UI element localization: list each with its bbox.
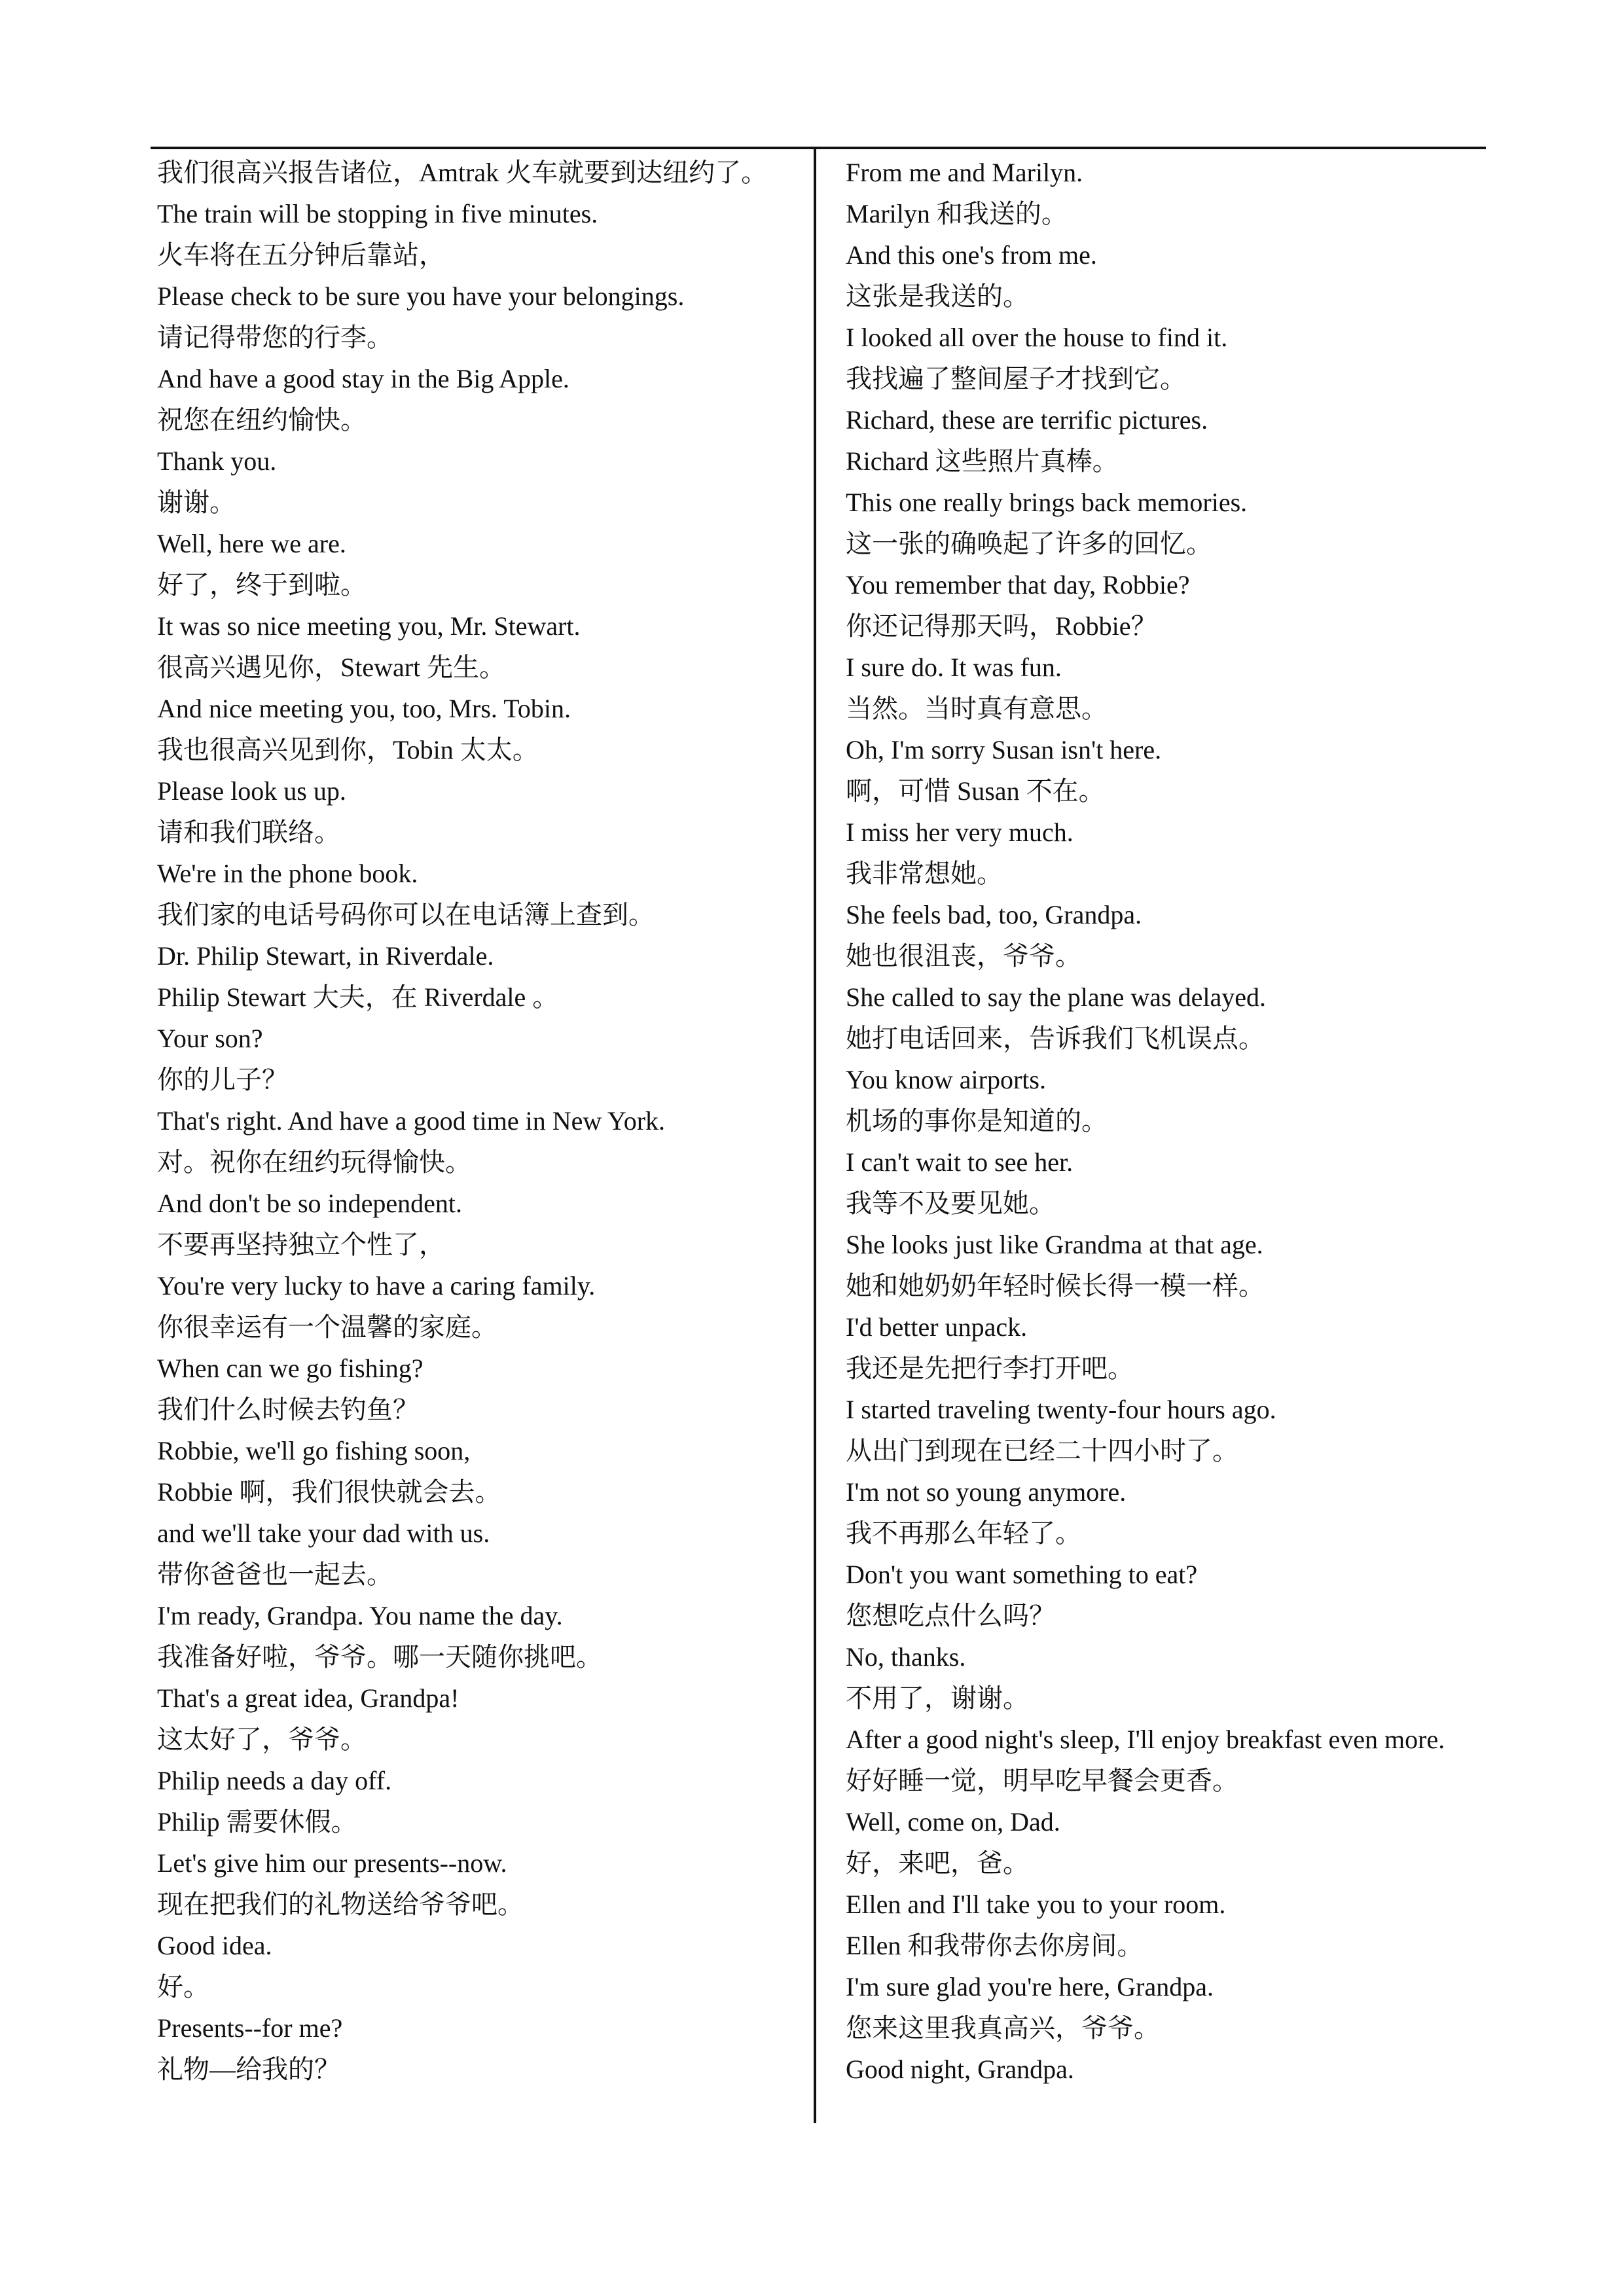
dialogue-line: 我们什么时候去钓鱼？ xyxy=(157,1395,419,1424)
dialogue-line: 好了，终于到啦。 xyxy=(157,570,367,600)
dialogue-line: 你很幸运有一个温馨的家庭。 xyxy=(157,1312,497,1342)
column-divider xyxy=(814,147,816,2123)
dialogue-line: Presents--for me? xyxy=(157,2013,343,2043)
dialogue-line: 好好睡一觉，明早吃早餐会更香。 xyxy=(846,1766,1238,1795)
dialogue-line: You're very lucky to have a caring family. xyxy=(157,1271,596,1300)
dialogue-line: And nice meeting you, too, Mrs. Tobin. xyxy=(157,694,571,723)
dialogue-line: 您想吃点什么吗？ xyxy=(846,1601,1055,1630)
dialogue-line: She looks just like Grandma at that age. xyxy=(846,1230,1263,1259)
dialogue-line: 很高兴遇见你，Stewart 先生。 xyxy=(157,653,506,682)
dialogue-line: Robbie 啊，我们很快就会去。 xyxy=(157,1477,501,1507)
dialogue-line: Oh, I'm sorry Susan isn't here. xyxy=(846,735,1162,764)
dialogue-line: 当然。当时真有意思。 xyxy=(846,694,1108,723)
dialogue-line: That's right. And have a good time in New York. xyxy=(157,1106,666,1136)
dialogue-line: 我们很高兴报告诸位，Amtrak 火车就要到达纽约了。 xyxy=(157,158,768,187)
dialogue-line: I can't wait to see her. xyxy=(846,1147,1074,1177)
dialogue-line: Marilyn 和我送的。 xyxy=(846,199,1068,228)
dialogue-line: Robbie, we'll go fishing soon, xyxy=(157,1436,471,1465)
dialogue-line: 好，来吧，爸。 xyxy=(846,1848,1029,1878)
dialogue-line: 你还记得那天吗，Robbie？ xyxy=(846,611,1157,641)
dialogue-line: I miss her very much. xyxy=(846,817,1074,847)
dialogue-line: That's a great idea, Grandpa! xyxy=(157,1683,460,1713)
left-column xyxy=(157,152,792,2090)
dialogue-line: Well, here we are. xyxy=(157,529,346,558)
dialogue-line: 不要再坚持独立个性了， xyxy=(157,1230,445,1259)
dialogue-line: 我不再那么年轻了。 xyxy=(846,1518,1081,1548)
dialogue-line: This one really brings back memories. xyxy=(846,488,1248,517)
dialogue-line: 谢谢。 xyxy=(157,488,236,517)
dialogue-line: Your son? xyxy=(157,1024,263,1053)
dialogue-line: I sure do. It was fun. xyxy=(846,653,1062,682)
dialogue-line: I'm not so young anymore. xyxy=(846,1477,1127,1507)
dialogue-line: 我们家的电话号码你可以在电话簿上查到。 xyxy=(157,900,655,929)
dialogue-line: 我非常想她。 xyxy=(846,859,1003,888)
dialogue-line: It was so nice meeting you, Mr. Stewart. xyxy=(157,611,581,641)
dialogue-line: Thank you. xyxy=(157,446,277,476)
dialogue-line: I started traveling twenty-four hours ago. xyxy=(846,1395,1276,1424)
dialogue-line: 从出门到现在已经二十四小时了。 xyxy=(846,1436,1238,1465)
right-column xyxy=(846,152,1479,2090)
dialogue-line: And don't be so independent. xyxy=(157,1189,463,1218)
dialogue-line: Dr. Philip Stewart, in Riverdale. xyxy=(157,941,494,971)
dialogue-line: 啊，可惜 Susan 不在。 xyxy=(846,776,1105,806)
dialogue-line: 您来这里我真高兴，爷爷。 xyxy=(846,2013,1160,2043)
dialogue-line: 我准备好啦，爷爷。哪一天随你挑吧。 xyxy=(157,1642,602,1672)
dialogue-line: No, thanks. xyxy=(846,1642,966,1672)
dialogue-line: 机场的事你是知道的。 xyxy=(846,1106,1108,1136)
dialogue-line: We're in the phone book. xyxy=(157,859,418,888)
dialogue-line: 现在把我们的礼物送给爷爷吧。 xyxy=(157,1890,524,1919)
dialogue-line: Please look us up. xyxy=(157,776,346,806)
dialogue-line: 请记得带您的行李。 xyxy=(157,323,393,352)
dialogue-line: Philip 需要休假。 xyxy=(157,1807,357,1837)
dialogue-line: and we'll take your dad with us. xyxy=(157,1518,490,1548)
dialogue-line: 礼物—给我的？ xyxy=(157,2054,340,2084)
dialogue-line: You know airports. xyxy=(846,1065,1046,1094)
dialogue-line: I looked all over the house to find it. xyxy=(846,323,1228,352)
dialogue-line: Good idea. xyxy=(157,1931,272,1960)
dialogue-line: 你的儿子？ xyxy=(157,1065,288,1094)
dialogue-line: Let's give him our presents--now. xyxy=(157,1848,507,1878)
dialogue-line: 祝您在纽约愉快。 xyxy=(157,405,367,435)
dialogue-line: She called to say the plane was delayed. xyxy=(846,982,1266,1012)
dialogue-line: 我找遍了整间屋子才找到它。 xyxy=(846,364,1186,393)
dialogue-line: Philip needs a day off. xyxy=(157,1766,392,1795)
dialogue-line: Ellen and I'll take you to your room. xyxy=(846,1890,1226,1919)
dialogue-line: 不用了，谢谢。 xyxy=(846,1683,1029,1713)
dialogue-line: And have a good stay in the Big Apple. xyxy=(157,364,569,393)
dialogue-line: From me and Marilyn. xyxy=(846,158,1083,187)
top-rule xyxy=(151,147,1486,149)
dialogue-line: Philip Stewart 大夫，在 Riverdale 。 xyxy=(157,982,559,1012)
dialogue-line: 好。 xyxy=(157,1972,209,2001)
dialogue-line: I'm sure glad you're here, Grandpa. xyxy=(846,1972,1214,2001)
dialogue-line: Well, come on, Dad. xyxy=(846,1807,1060,1837)
dialogue-line: 她打电话回来，告诉我们飞机误点。 xyxy=(846,1024,1265,1053)
dialogue-line: I'm ready, Grandpa. You name the day. xyxy=(157,1601,563,1630)
dialogue-line: I'd better unpack. xyxy=(846,1312,1028,1342)
dialogue-line: 我也很高兴见到你，Tobin 太太。 xyxy=(157,735,539,764)
dialogue-line: 她和她奶奶年轻时候长得一模一样。 xyxy=(846,1271,1265,1300)
dialogue-line: 我等不及要见她。 xyxy=(846,1189,1055,1218)
dialogue-line: You remember that day, Robbie? xyxy=(846,570,1190,600)
dialogue-line: 这张是我送的。 xyxy=(846,281,1029,311)
dialogue-line: After a good night's sleep, I'll enjoy breakfast even more. xyxy=(846,1725,1445,1754)
dialogue-line: When can we go fishing? xyxy=(157,1354,424,1383)
dialogue-line: 我还是先把行李打开吧。 xyxy=(846,1354,1134,1383)
dialogue-line: 请和我们联络。 xyxy=(157,817,340,847)
dialogue-line: Don't you want something to eat? xyxy=(846,1560,1198,1589)
dialogue-line: She feels bad, too, Grandpa. xyxy=(846,900,1142,929)
dialogue-line: 这太好了，爷爷。 xyxy=(157,1725,367,1754)
dialogue-line: And this one's from me. xyxy=(846,240,1097,270)
dialogue-line: Please check to be sure you have your belongings. xyxy=(157,281,685,311)
dialogue-line: 带你爸爸也一起去。 xyxy=(157,1560,393,1589)
dialogue-line: 她也很沮丧，爷爷。 xyxy=(846,941,1081,971)
dialogue-line: Richard 这些照片真棒。 xyxy=(846,446,1119,476)
dialogue-line: The train will be stopping in five minutes. xyxy=(157,199,598,228)
dialogue-line: 火车将在五分钟后靠站， xyxy=(157,240,445,270)
dialogue-line: 这一张的确唤起了许多的回忆。 xyxy=(846,529,1212,558)
dialogue-line: 对。祝你在纽约玩得愉快。 xyxy=(157,1147,471,1177)
dialogue-line: Ellen 和我带你去你房间。 xyxy=(846,1931,1144,1960)
dialogue-line: Richard, these are terrific pictures. xyxy=(846,405,1208,435)
dialogue-line: Good night, Grandpa. xyxy=(846,2054,1074,2084)
